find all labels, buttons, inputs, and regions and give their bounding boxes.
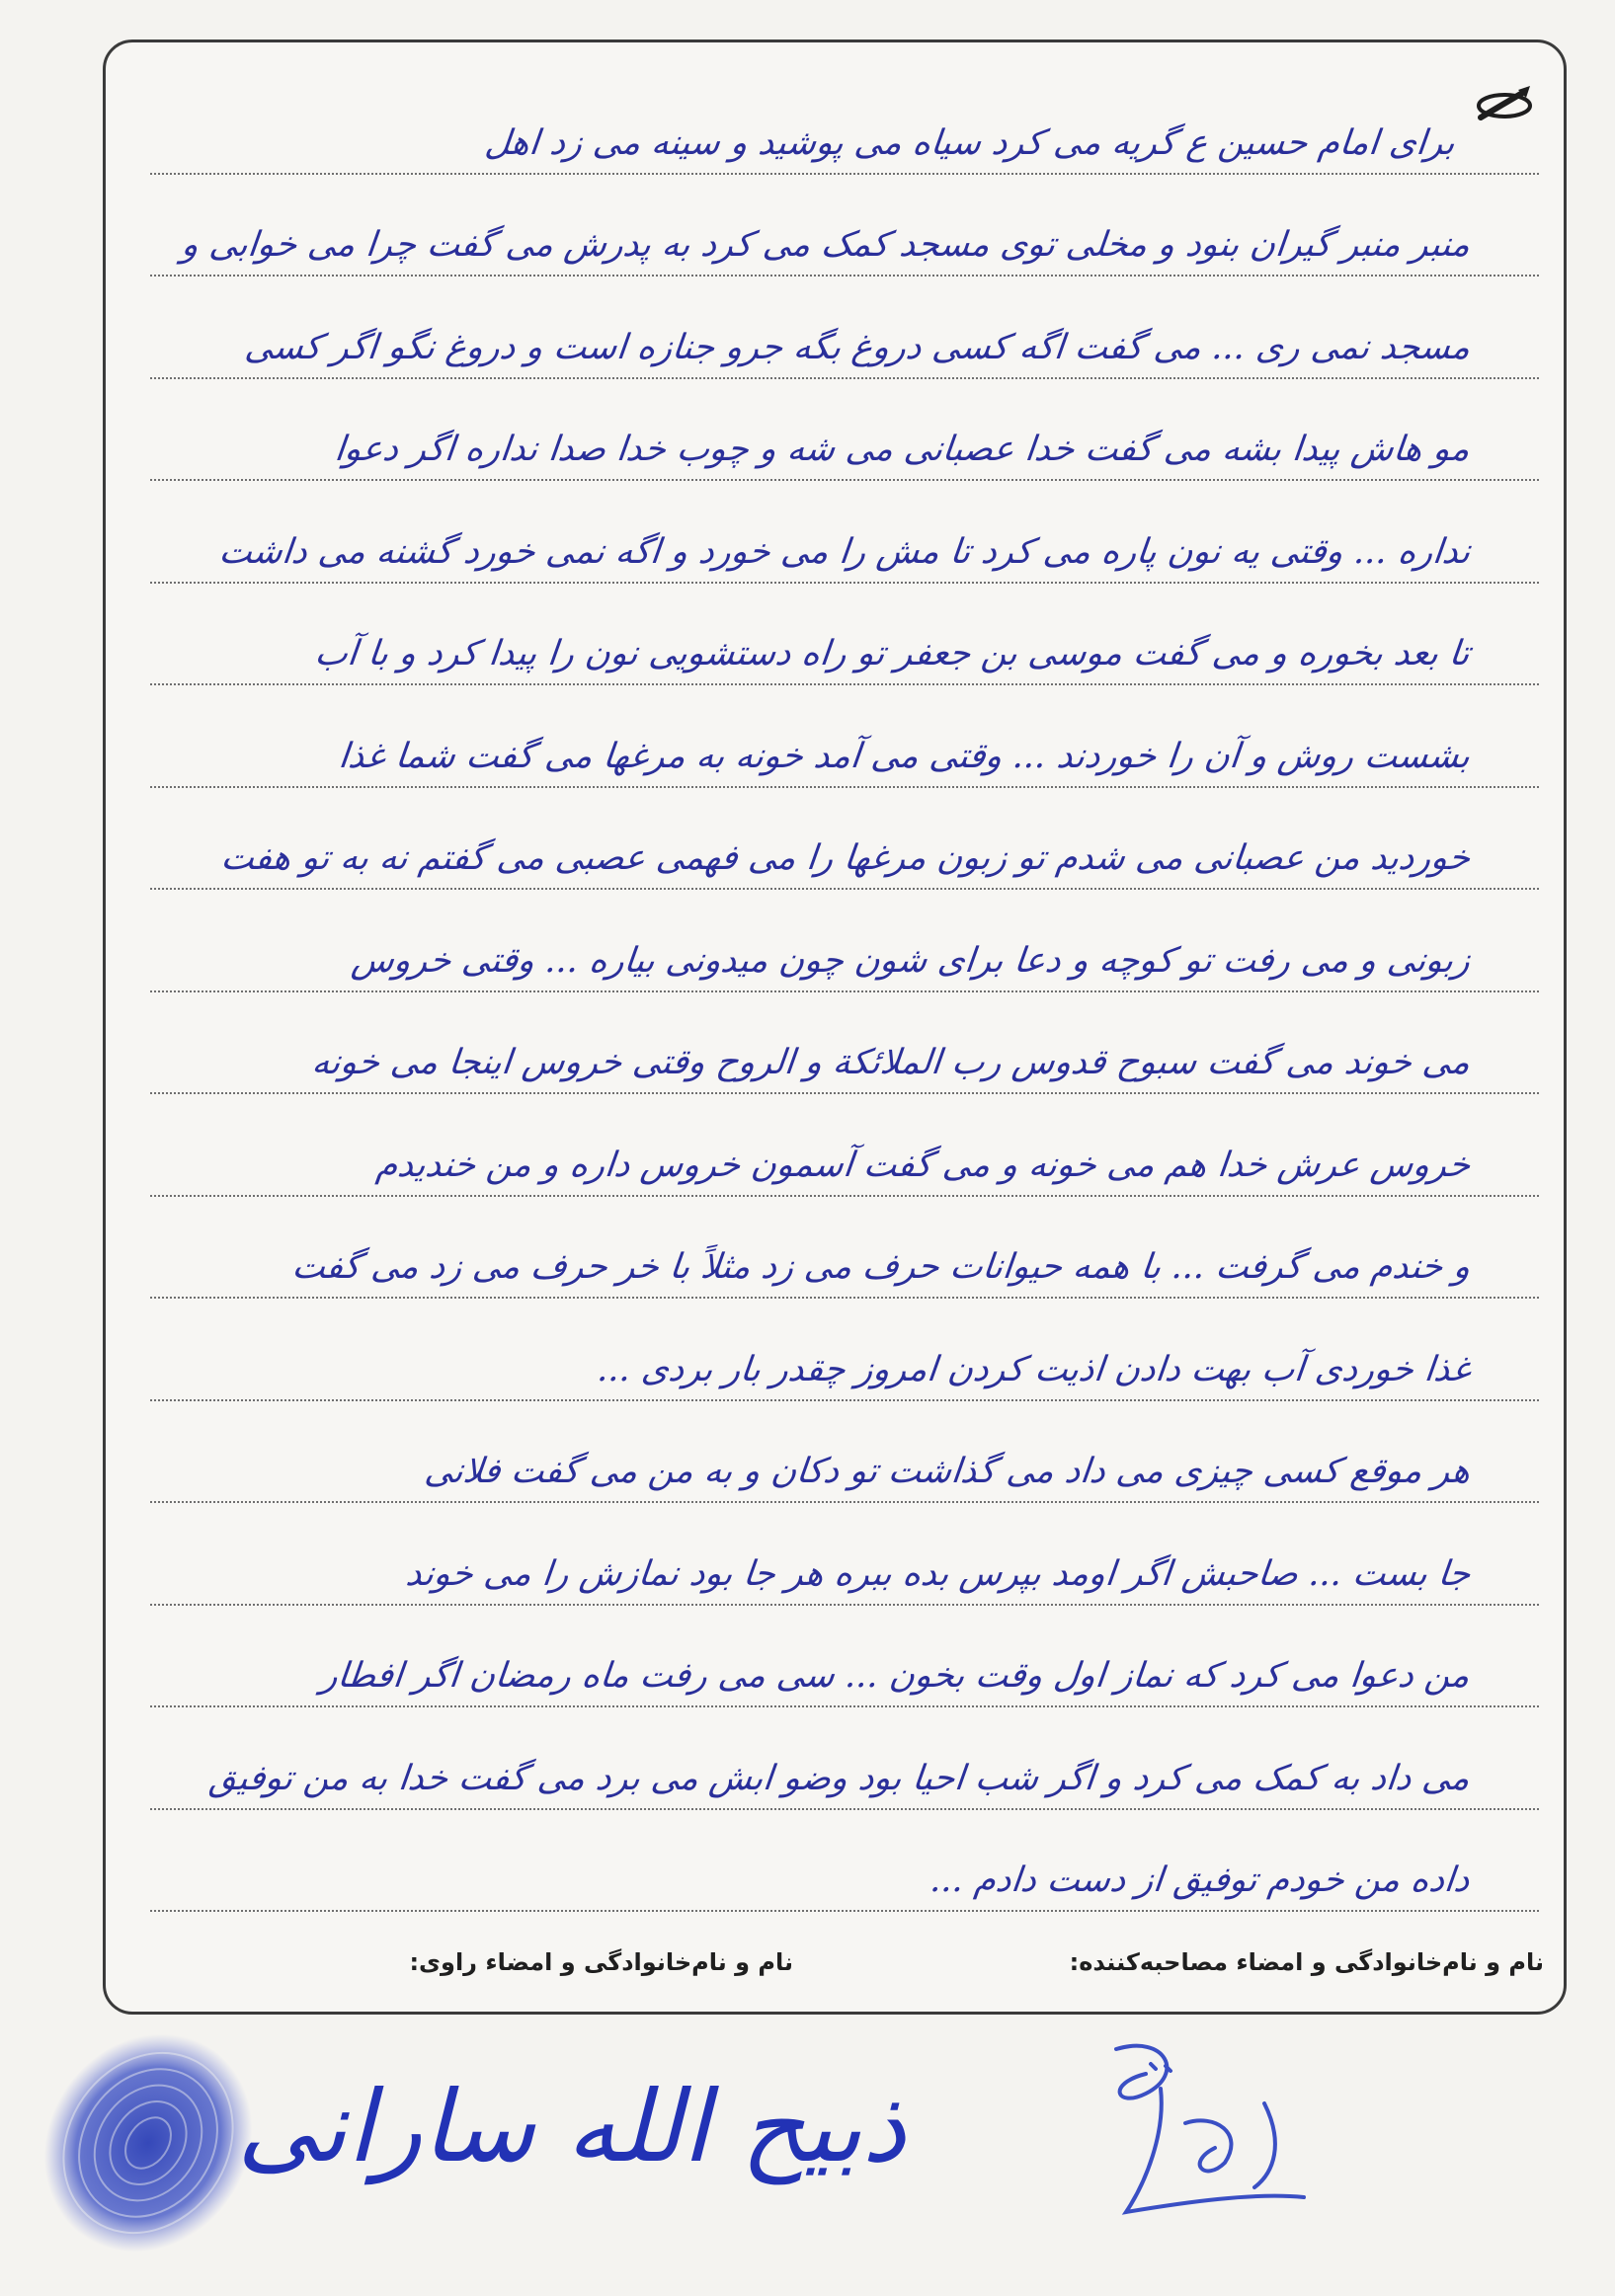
text-line — [150, 379, 1539, 482]
text-line — [150, 890, 1539, 992]
text-line — [150, 1401, 1539, 1504]
text-line — [150, 1503, 1539, 1606]
line-text: جا بست ... صاحبش اگر اومد بپرس بده ببره هر جا بود نمازش را می خوند — [403, 1553, 1473, 1594]
line-text: نداره ... وقتی یه نون پاره می کرد تا مش را می خورد و اگه نمی خورد گشنه می داشت — [216, 531, 1473, 572]
line-text: مو هاش پیدا بشه می گفت خدا عصبانی می شه و چوب خدا صدا نداره اگر دعوا — [333, 430, 1473, 469]
line-text: و خندم می گرفت ... با همه حیوانات حرف می زد مثلاً با خر حرف می زد می گفت — [289, 1247, 1473, 1287]
text-line — [150, 992, 1539, 1095]
line-text: مسجد نمی ری ... می گفت اگه کسی دروغ بگه جرو جنازه است و دروغ نگو اگر کسی — [242, 327, 1473, 367]
line-text: داده من خودم توفیق از دست دادم ... — [929, 1861, 1473, 1900]
text-line — [150, 481, 1539, 584]
line-text: خوردید من عصبانی می شدم تو زبون مرغها را می فهمی عصبی می گفتم نه به تو هفت — [218, 838, 1473, 878]
text-line — [150, 1094, 1539, 1197]
document-sheet — [103, 40, 1567, 2015]
text-line — [150, 72, 1539, 175]
line-text: می داد به کمک می کرد و اگر شب احیا بود وضو ابش می برد می گفت خدا به من توفیق — [207, 1758, 1473, 1798]
narrator-signature: ذبیح الله سارانی — [237, 2069, 907, 2184]
text-line — [150, 1707, 1539, 1810]
handwritten-lines — [150, 72, 1539, 1912]
text-line — [150, 584, 1539, 686]
text-line — [150, 685, 1539, 788]
line-text: زبونی و می رفت تو کوچه و دعا برای شون چون میدونی بیاره ... وقتی خروس — [349, 940, 1473, 981]
line-text: می خوند می گفت سبوح قدوس رب الملائکة و الروح وقتی خروس اینجا می خونه — [309, 1043, 1473, 1082]
text-line — [150, 1197, 1539, 1300]
line-text: منبر منبر گیران بنود و مخلی توی مسجد کمک می کرد به پدرش می گفت چرا می خوابی و — [179, 225, 1473, 265]
text-line — [150, 277, 1539, 379]
text-line — [150, 1606, 1539, 1708]
interviewer-label: نام و نام‌خانوادگی و امضاء مصاحبه‌کننده: — [1069, 1948, 1544, 1976]
line-text: غذا خوردی آب بهت دادن اذیت کردن امروز چقدر بار بردی ... — [595, 1349, 1473, 1389]
line-text: تا بعد بخوره و می گفت موسی بن جعفر تو راه دستشویی نون را پیدا کرد و با آب — [313, 634, 1473, 673]
line-text: هر موقع کسی چیزی می داد می گذاشت تو دکان و به من می گفت فلانی — [422, 1452, 1473, 1491]
signature-labels — [106, 1948, 1564, 2008]
line-text: خروس عرش خدا هم می خونه و می گفت آسمون خروس داره و من خندیدم — [373, 1145, 1473, 1185]
interviewer-signature — [1116, 2046, 1304, 2212]
narrator-label: نام و نام‌خانوادگی و امضاء راوی: — [409, 1948, 793, 1976]
text-line — [150, 788, 1539, 891]
line-text: بشست روش و آن را خوردند ... وقتی می آمد خونه به مرغها می گفت شما غذا — [336, 736, 1473, 776]
text-line — [150, 1810, 1539, 1913]
text-line — [150, 1299, 1539, 1401]
line-text: برای امام حسین ع گریه می کرد سیاه می پوشید و سینه می زد اهل — [483, 122, 1458, 163]
line-text: من دعوا می کرد که نماز اول وقت بخون ... سی می رفت ماه رمضان اگر افطار — [319, 1656, 1473, 1696]
text-line — [150, 175, 1539, 277]
